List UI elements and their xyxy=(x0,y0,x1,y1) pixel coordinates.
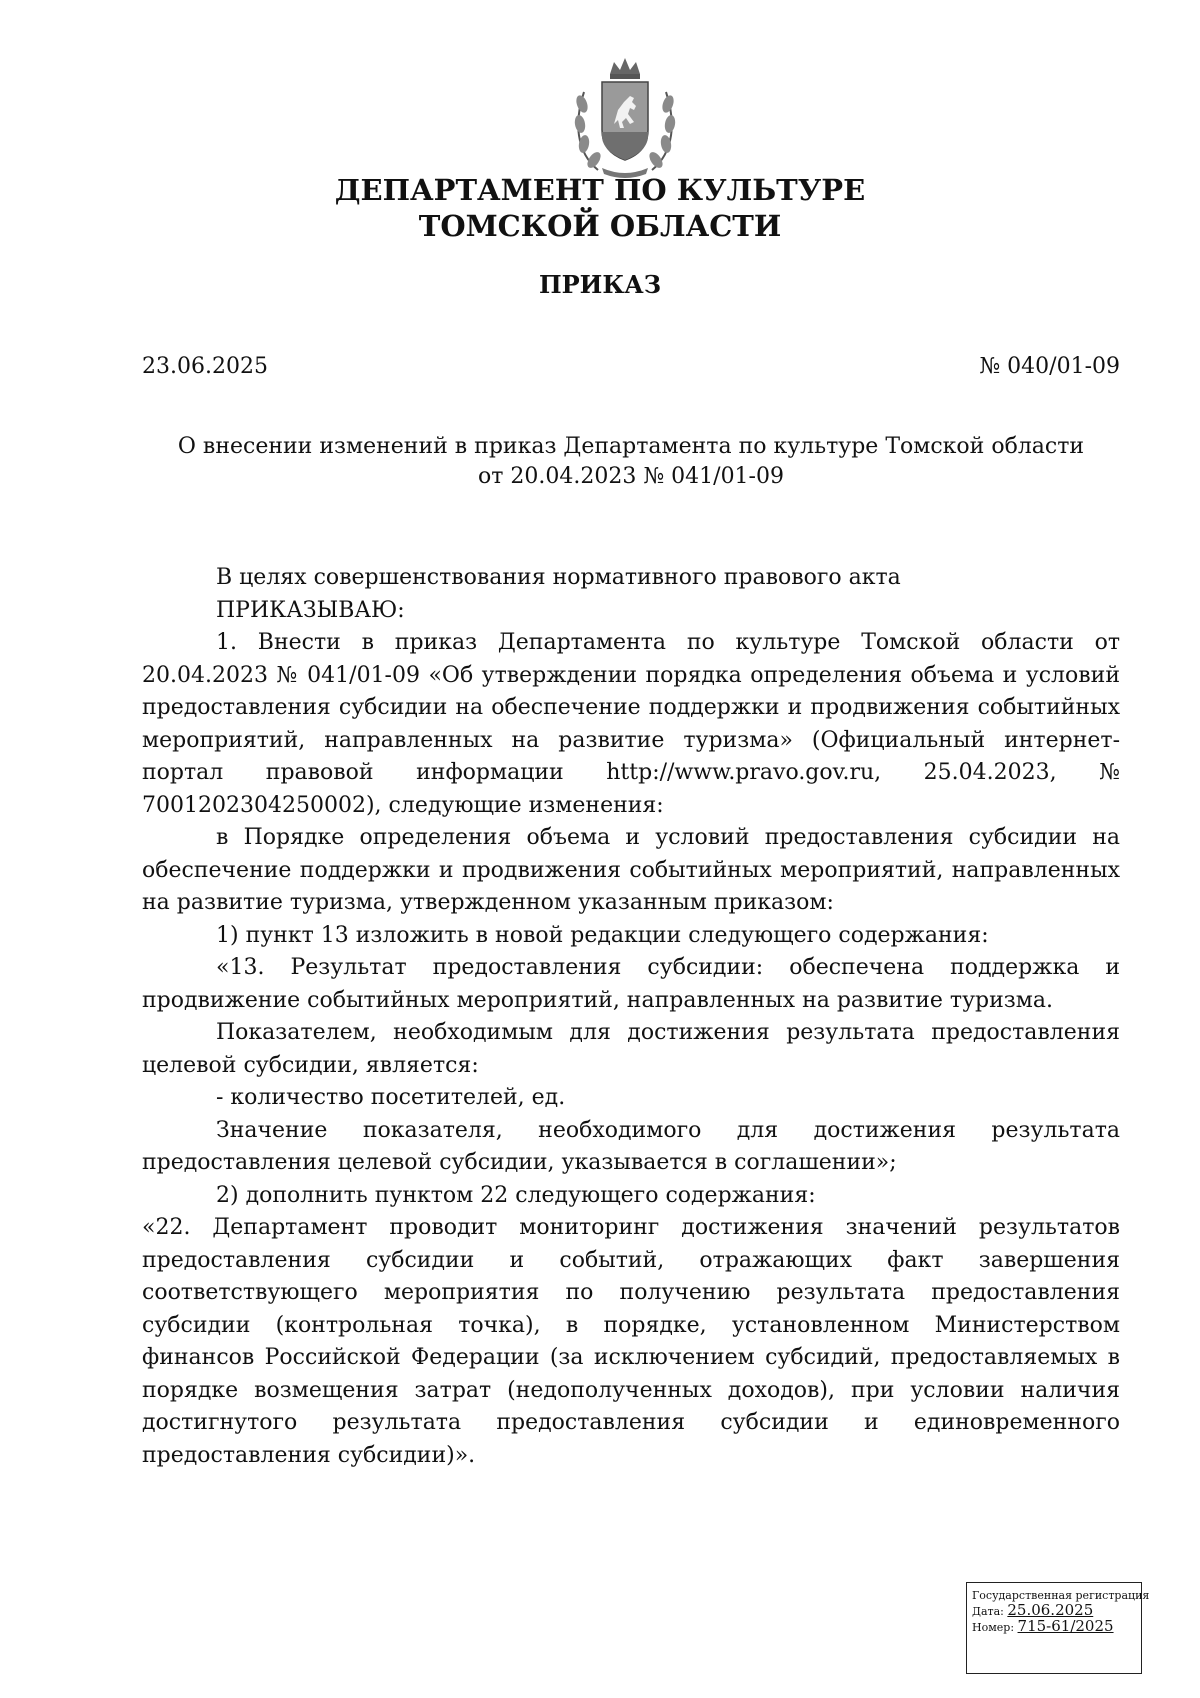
procedure-paragraph: в Порядке определения объема и условий предоставления субсидии на обеспечение поддержки и продвижения событийных мероприятий, направленных на развитие туризма, утвержденном указанным приказом: xyxy=(142,825,1120,915)
organization-title-line1: ДЕПАРТАМЕНТ ПО КУЛЬТУРЕ xyxy=(334,173,866,207)
document-number: № 040/01-09 xyxy=(979,354,1120,379)
organization-title-line2: ТОМСКОЙ ОБЛАСТИ xyxy=(418,209,782,243)
document-body xyxy=(142,562,1120,1472)
stamp-title: Государственная регистрация xyxy=(972,1589,1150,1602)
stamp-number-value: 715-61/2025 xyxy=(1017,1617,1114,1635)
order-word: ПРИКАЗЫВАЮ: xyxy=(216,597,405,623)
document-date: 23.06.2025 xyxy=(142,354,268,379)
subject-line1: О внесении изменений в приказ Департамента по культуре Томской области xyxy=(177,434,1085,459)
registration-stamp xyxy=(966,1582,1150,1674)
indicator-item: - количество посетителей, ед. xyxy=(216,1085,566,1110)
stamp-number-label: Номер: xyxy=(972,1621,1015,1634)
subitem-1-paragraph: 1) пункт 13 изложить в новой редакции следующего содержания: xyxy=(216,922,989,948)
organization-title xyxy=(0,172,1200,244)
stamp-date-label: Дата: xyxy=(972,1605,1004,1618)
coat-of-arms-icon xyxy=(568,52,682,182)
subject-line2: от 20.04.2023 № 041/01-09 xyxy=(477,464,784,489)
clause-22-paragraph: «22. Департамент проводит мониторинг достижения значений результатов предоставления субсидии и событий, отражающих факт завершения соответствующего мероприятия по получению результата предоставления субсидии (контрольная точка), в порядке, установленном Министерством финансов Российской Федерации (за исключением субсидий, предоставляемых в порядке возмещения затрат (недополученных доходов), при условии наличия достигнутого результата предоставления субсидии и единовременного предоставления субсидии)». xyxy=(142,1215,1120,1468)
clause-13-paragraph: «13. Результат предоставления субсидии: обеспечена поддержка и продвижение событийных мероприятий, направленных на развитие туризма. xyxy=(142,955,1120,1013)
document-subject xyxy=(142,432,1120,492)
item-1-paragraph: 1. Внести в приказ Департамента по культуре Томской области от 20.04.2023 № 041/01-09 «Об утверждении порядка определения объема и условий предоставления субсидии на обеспечение поддержки и продвижения событийных мероприятий, направленных на развитие туризма» (Официальный интернет-портал правовой информации http://www.pravo.gov.ru, 25.04.2023, № 7001202304250002), следующие изменения: xyxy=(142,630,1120,818)
stamp-number-row xyxy=(972,1619,1136,1635)
stamp-date-value: 25.06.2025 xyxy=(1007,1601,1094,1619)
subitem-2-paragraph: 2) дополнить пунктом 22 следующего содержания: xyxy=(216,1182,816,1208)
indicator-value-paragraph: Значение показателя, необходимого для достижения результата предоставления целевой субсидии, указывается в соглашении»; xyxy=(142,1117,1120,1175)
indicator-paragraph: Показателем, необходимым для достижения результата предоставления целевой субсидии, является: xyxy=(142,1020,1120,1078)
preamble-paragraph: В целях совершенствования нормативного правового акта xyxy=(216,565,901,590)
document-type: ПРИКАЗ xyxy=(538,270,662,299)
